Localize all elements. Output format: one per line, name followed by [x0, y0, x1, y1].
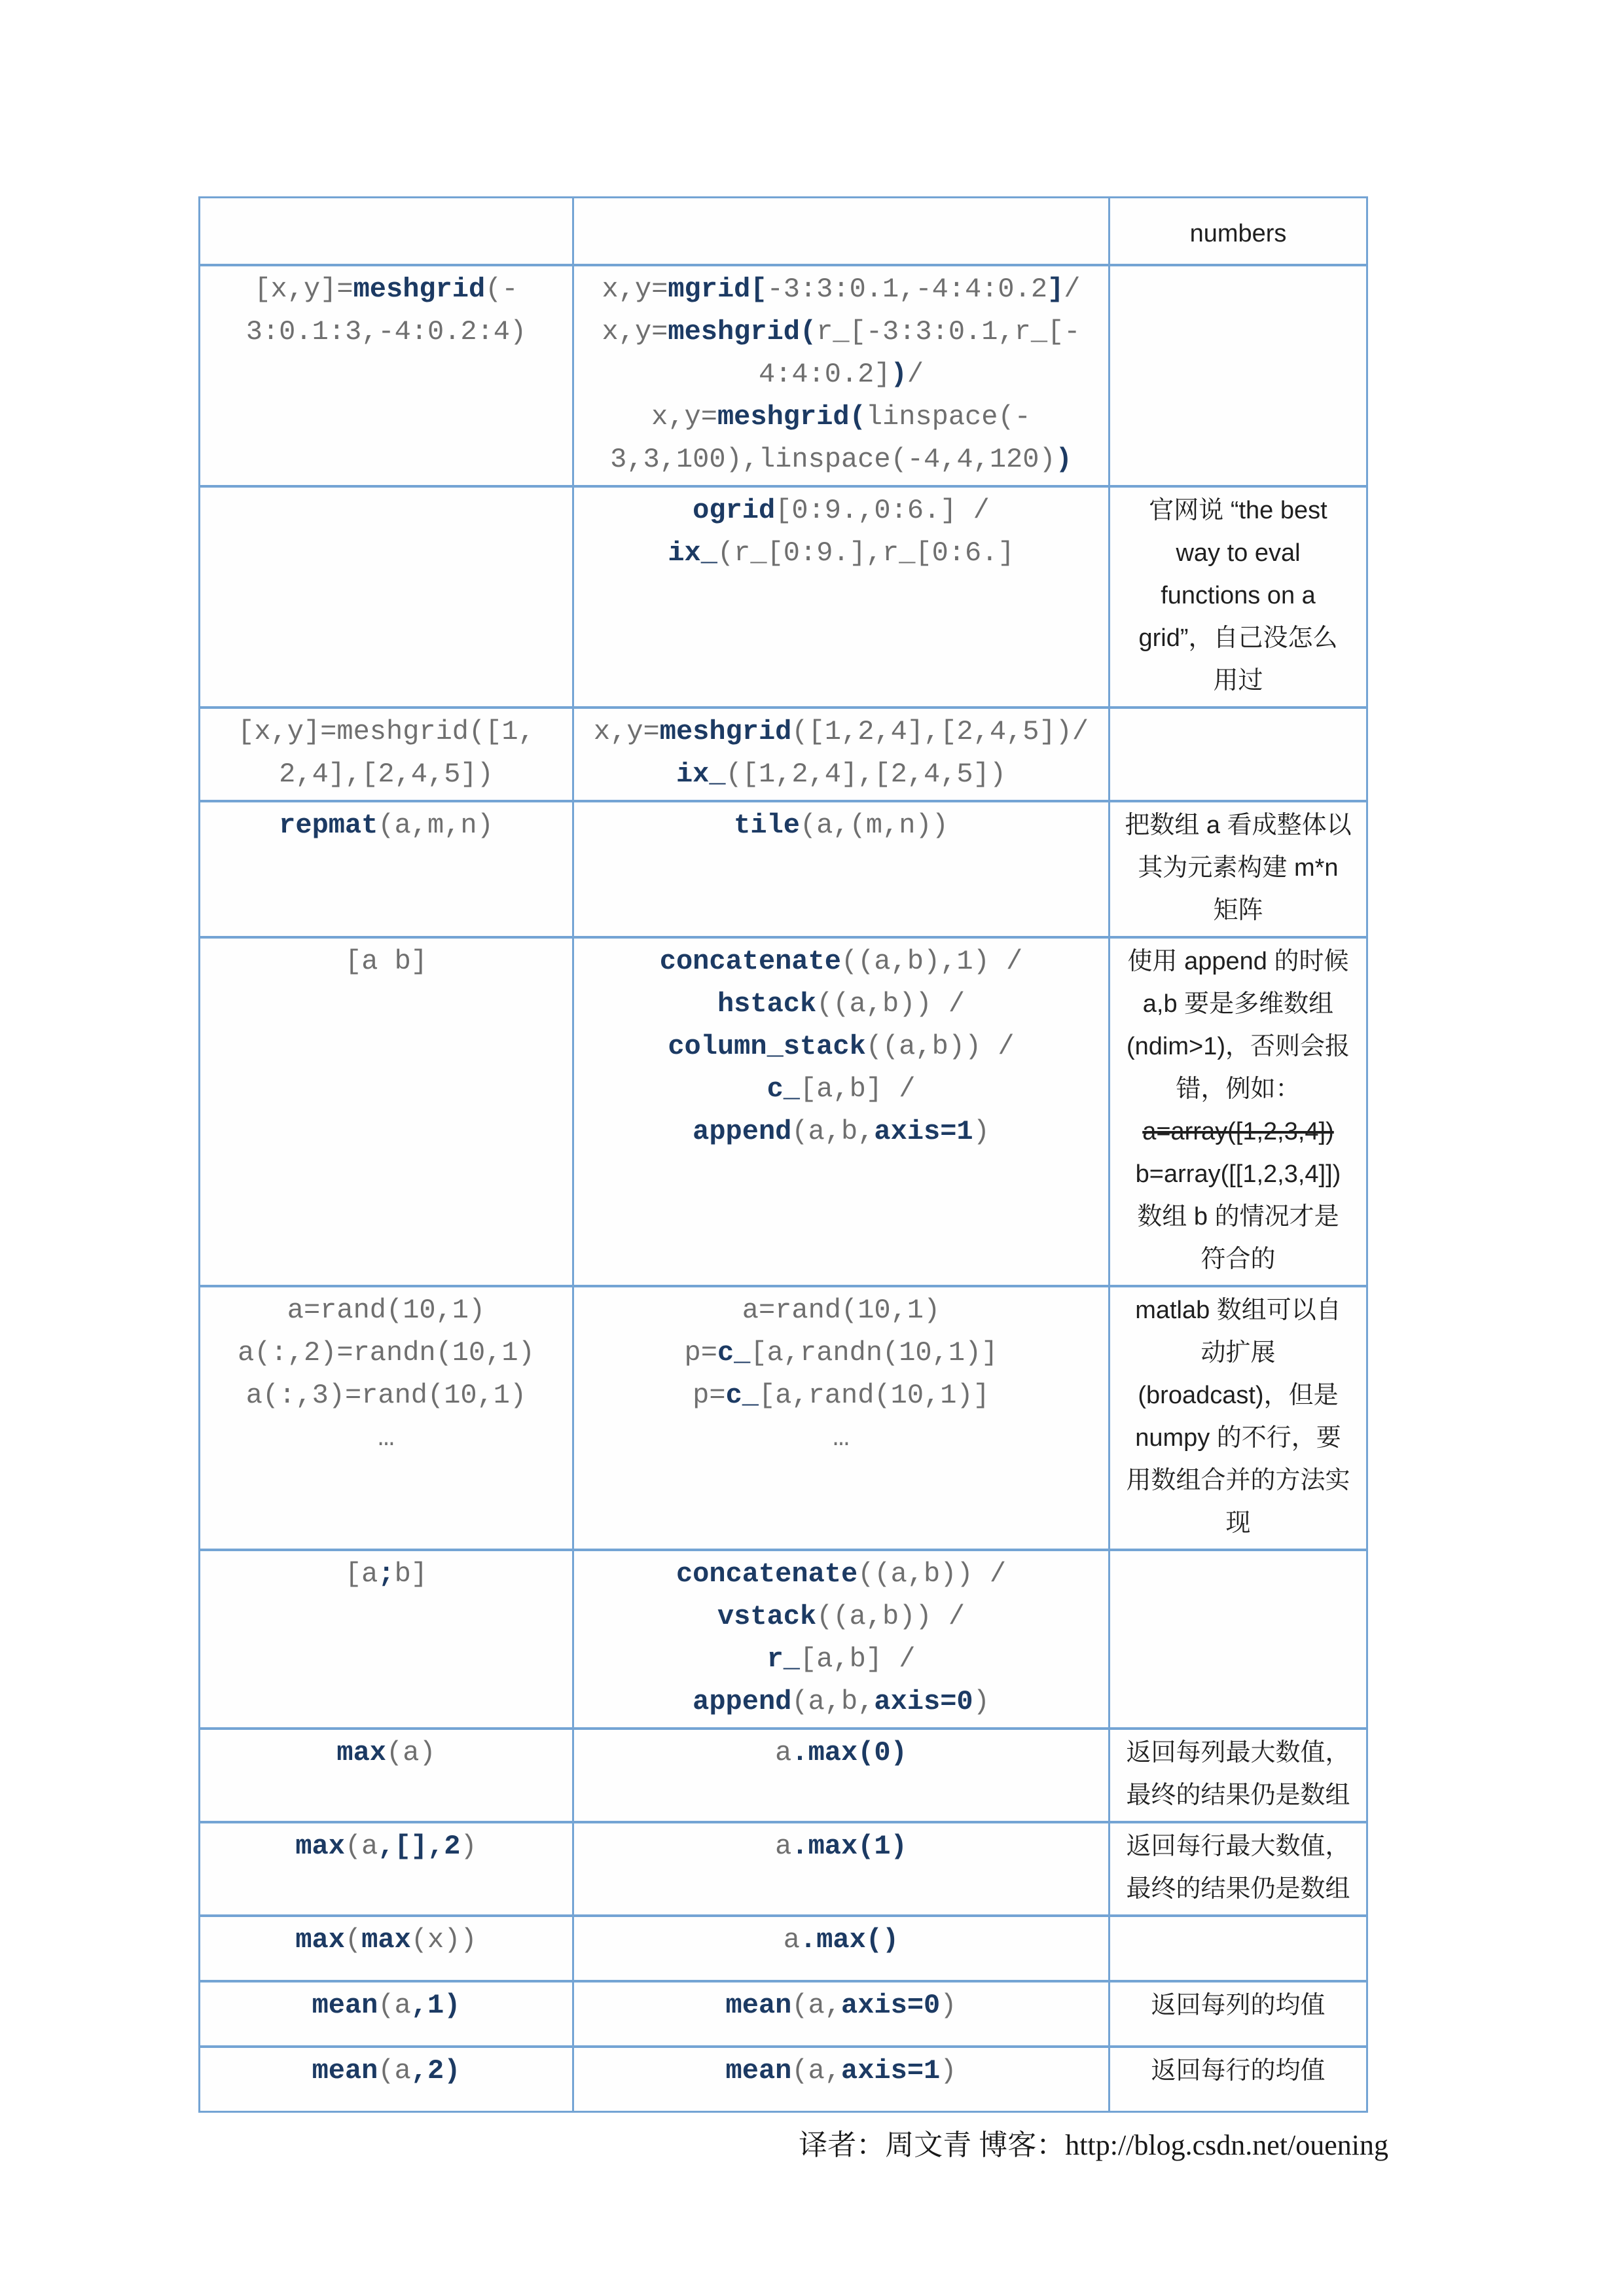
code-text: (a [378, 1990, 411, 2021]
code-line [206, 1732, 567, 1774]
code-keyword: ,1) [410, 1990, 461, 2021]
code-text: (a,b, [791, 1686, 875, 1717]
cell-matlab [200, 1917, 572, 1980]
cell-matlab [200, 1982, 572, 2045]
code-keyword: r_ [767, 1643, 800, 1675]
code-text: ) [460, 1831, 477, 1862]
code-text: (x)) [410, 1924, 477, 1956]
code-text: ((a,b),1) / [841, 946, 1023, 977]
code-keyword: axis=0 [874, 1686, 973, 1717]
code-line [206, 1374, 567, 1417]
code-line [206, 1417, 567, 1460]
code-keyword: concatenate [676, 1558, 858, 1590]
code-line [206, 753, 567, 796]
note-line-strikethrough: a=array([1,2,3,4]) [1142, 1118, 1334, 1145]
code-text: … [378, 1422, 395, 1454]
note-line: 错，例如： [1176, 1075, 1301, 1103]
matlab-numpy-conversion-table [198, 196, 1368, 2113]
code-line [579, 941, 1103, 983]
code-text: [a,b] / [799, 1073, 916, 1105]
cell-notes [1110, 1917, 1366, 1980]
cell-numpy [572, 1823, 1110, 1914]
code-keyword: c_ [717, 1337, 751, 1369]
code-keyword: c_ [767, 1073, 800, 1105]
code-text: 4:4:0.2] [758, 359, 891, 390]
note-line: grid”，自己没怎么 [1138, 624, 1338, 652]
code-line [206, 1332, 567, 1374]
cell-notes [1110, 939, 1366, 1285]
code-line [579, 1417, 1103, 1460]
code-text: (a, [791, 1990, 841, 2021]
code-text: [x,y]=meshgrid([1, [238, 716, 535, 747]
code-line [579, 396, 1103, 439]
code-line [579, 1553, 1103, 1596]
code-text: [a b] [344, 946, 428, 977]
note-line: 数组 b 的情况才是 [1137, 1203, 1339, 1230]
code-text: ((a,b)) / [816, 1601, 965, 1632]
cell-matlab [200, 939, 572, 1285]
code-line [206, 1289, 567, 1332]
code-keyword: vstack [717, 1601, 817, 1632]
cell-numpy [572, 266, 1110, 485]
code-line [206, 941, 567, 983]
cell-matlab [200, 709, 572, 800]
table-row [200, 936, 1366, 1285]
code-text: x,y= [651, 401, 717, 433]
code-text: a=rand(10,1) [742, 1295, 941, 1326]
code-line [579, 268, 1103, 311]
code-text: a(:,3)=rand(10,1) [245, 1380, 527, 1411]
code-keyword: max [295, 1831, 345, 1862]
table-row [200, 1549, 1366, 1727]
cell-notes [1110, 266, 1366, 485]
code-text: a=rand(10,1) [287, 1295, 486, 1326]
code-keyword: ; [378, 1558, 395, 1590]
table-row [200, 1727, 1366, 1821]
cell-notes [1110, 488, 1366, 706]
code-line [206, 1553, 567, 1596]
code-text: (a,b, [791, 1116, 875, 1147]
cell-numpy [572, 802, 1110, 936]
cell-matlab [200, 488, 572, 706]
code-line [579, 1984, 1103, 2027]
cell-matlab [200, 1823, 572, 1914]
note-line: a,b 要是多维数组 [1142, 990, 1334, 1018]
code-text: 3,3,100),linspace(-4,4,120) [610, 444, 1056, 475]
cell-matlab [200, 1551, 572, 1727]
code-text: [a,randn(10,1)] [750, 1337, 998, 1369]
code-line [579, 1732, 1103, 1774]
code-line [206, 311, 567, 353]
code-text: (a, [791, 2055, 841, 2087]
code-line [206, 268, 567, 311]
code-keyword: mean [725, 1990, 792, 2021]
code-line [579, 353, 1103, 396]
code-text: [0:9.,0:6.] / [775, 495, 990, 526]
cell-notes [1110, 198, 1366, 264]
code-text: ) [940, 2055, 957, 2087]
table-row [200, 1914, 1366, 1980]
note-line: 最终的结果仍是数组 [1126, 1875, 1350, 1903]
code-keyword: max [336, 1737, 386, 1768]
table-row [200, 264, 1366, 485]
note-line: 用过 [1213, 667, 1263, 694]
code-text: / [907, 359, 924, 390]
code-keyword: c_ [725, 1380, 759, 1411]
code-text: ((a,b)) / [857, 1558, 1007, 1590]
code-text: [a,b] / [799, 1643, 916, 1675]
code-text: … [833, 1422, 850, 1454]
code-line [206, 804, 567, 847]
cell-matlab [200, 266, 572, 485]
cell-numpy [572, 488, 1110, 706]
code-text: (a,(m,n)) [799, 810, 948, 841]
note-line: numbers [1189, 220, 1287, 247]
code-line [579, 490, 1103, 532]
code-text: p= [684, 1337, 717, 1369]
code-keyword: ogrid [693, 495, 776, 526]
code-text: (r_[0:9.],r_[0:6.] [717, 537, 1015, 569]
code-keyword: meshgrid [353, 274, 486, 305]
cell-numpy [572, 939, 1110, 1285]
table-row [200, 198, 1366, 264]
cell-numpy [572, 1730, 1110, 1821]
note-line: functions on a [1161, 582, 1316, 609]
table-row [200, 1821, 1366, 1914]
code-line [206, 2050, 567, 2092]
table-row [200, 706, 1366, 800]
note-line: 最终的结果仍是数组 [1126, 1782, 1350, 1809]
note-line: matlab 数组可以自 [1135, 1297, 1341, 1324]
code-keyword: .max(0) [791, 1737, 907, 1768]
cell-matlab [200, 2048, 572, 2111]
code-text: ([1,2,4],[2,4,5]) [725, 759, 1007, 790]
note-line: 返回每行的均值 [1151, 2057, 1326, 2085]
code-text: ( [344, 1924, 362, 1956]
note-line: numpy 的不行，要 [1135, 1424, 1341, 1452]
code-line [206, 1919, 567, 1962]
code-line [579, 983, 1103, 1026]
code-text: a(:,2)=randn(10,1) [238, 1337, 535, 1369]
code-keyword: axis=1 [841, 2055, 941, 2087]
cell-notes [1110, 1551, 1366, 1727]
table-row [200, 485, 1366, 706]
code-text: (a) [386, 1737, 436, 1768]
note-line: 动扩展 [1200, 1339, 1276, 1367]
code-line [579, 1026, 1103, 1068]
code-text: [a,rand(10,1)] [758, 1380, 990, 1411]
code-line [579, 804, 1103, 847]
code-text: 3:0.1:3,-4:0.2:4) [245, 316, 527, 348]
code-text: x,y= [593, 716, 660, 747]
code-text: (a [344, 1831, 378, 1862]
cell-matlab [200, 802, 572, 936]
code-keyword: hstack [717, 988, 817, 1020]
code-line [579, 1919, 1103, 1962]
cell-notes [1110, 1823, 1366, 1914]
note-line: way to eval [1176, 539, 1301, 567]
table-row [200, 800, 1366, 936]
note-line: 使用 append 的时候 [1127, 948, 1349, 975]
code-keyword: ) [890, 359, 907, 390]
cell-notes [1110, 709, 1366, 800]
code-line [579, 1681, 1103, 1723]
code-keyword: mean [725, 2055, 792, 2087]
code-text: linspace(- [865, 401, 1031, 433]
code-line [579, 1374, 1103, 1417]
code-keyword: concatenate [659, 946, 841, 977]
code-keyword: ,2) [410, 2055, 461, 2087]
code-text: a [775, 1831, 792, 1862]
cell-notes [1110, 1982, 1366, 2045]
code-keyword: ) [1055, 444, 1072, 475]
cell-notes [1110, 1287, 1366, 1549]
code-line [579, 1111, 1103, 1153]
cell-notes [1110, 2048, 1366, 2111]
cell-numpy [572, 1551, 1110, 1727]
code-line [579, 1289, 1103, 1332]
code-line [579, 439, 1103, 481]
note-line: 矩阵 [1213, 897, 1263, 924]
table-row [200, 1285, 1366, 1549]
code-text: p= [693, 1380, 726, 1411]
note-line: b=array([[1,2,3,4]]) [1135, 1160, 1341, 1188]
code-text: (a [378, 2055, 411, 2087]
code-text: [x,y]= [254, 274, 353, 305]
cell-matlab [200, 1730, 572, 1821]
code-keyword: axis=0 [841, 1990, 941, 2021]
code-text: ) [973, 1116, 990, 1147]
footer-credit: 译者：周文青 博客：http://blog.csdn.net/ouening [799, 2129, 1388, 2161]
code-keyword: meshgrid( [717, 401, 866, 433]
code-text: 2,4],[2,4,5]) [279, 759, 494, 790]
code-line [579, 311, 1103, 353]
code-keyword: .max() [799, 1924, 899, 1956]
table-row [200, 1980, 1366, 2045]
code-text: x,y= [602, 316, 668, 348]
code-text: / [1064, 274, 1081, 305]
code-keyword: axis=1 [874, 1116, 973, 1147]
cell-notes [1110, 1730, 1366, 1821]
note-line: 返回每行最大数值， [1126, 1833, 1350, 1860]
note-line: 官网说 “the best [1149, 497, 1327, 524]
cell-notes [1110, 802, 1366, 936]
code-keyword: max [361, 1924, 411, 1956]
code-keyword: tile [734, 810, 800, 841]
code-text: x,y= [602, 274, 668, 305]
code-text: a [775, 1737, 792, 1768]
code-line [579, 1596, 1103, 1638]
code-keyword: append [693, 1116, 792, 1147]
code-text: (- [485, 274, 518, 305]
cell-numpy [572, 1917, 1110, 1980]
code-keyword: meshgrid [659, 716, 792, 747]
cell-matlab [200, 198, 572, 264]
code-text: ) [973, 1686, 990, 1717]
code-text: ([1,2,4],[2,4,5])/ [791, 716, 1089, 747]
code-keyword: ix_ [676, 759, 726, 790]
code-line [206, 711, 567, 753]
code-keyword: repmat [279, 810, 378, 841]
code-keyword: mgrid[ [668, 274, 767, 305]
code-line [579, 1332, 1103, 1374]
cell-numpy [572, 709, 1110, 800]
code-text: ((a,b)) / [816, 988, 965, 1020]
cell-numpy [572, 2048, 1110, 2111]
code-line [579, 1638, 1103, 1681]
code-keyword: mean [312, 1990, 378, 2021]
cell-matlab [200, 1287, 572, 1549]
note-line: (broadcast)，但是 [1138, 1382, 1339, 1409]
cell-numpy [572, 198, 1110, 264]
note-line: 现 [1225, 1509, 1251, 1537]
code-keyword: mean [312, 2055, 378, 2087]
table-row [200, 2045, 1366, 2111]
note-line: 用数组合并的方法实 [1126, 1467, 1350, 1494]
code-text: r_[-3:3:0.1,r_[- [816, 316, 1081, 348]
note-line: 返回每列的均值 [1151, 1992, 1326, 2019]
code-line [579, 2050, 1103, 2092]
code-keyword: ,[],2 [378, 1831, 461, 1862]
code-keyword: ix_ [668, 537, 717, 569]
code-line [579, 1825, 1103, 1868]
code-keyword: ] [1047, 274, 1064, 305]
code-text: ((a,b)) / [865, 1031, 1015, 1062]
code-keyword: append [693, 1686, 792, 1717]
code-line [579, 532, 1103, 575]
code-text: [a [344, 1558, 378, 1590]
code-keyword: column_stack [668, 1031, 866, 1062]
code-line [579, 753, 1103, 796]
code-text: a [783, 1924, 800, 1956]
code-text: ) [940, 1990, 957, 2021]
note-line: 返回每列最大数值， [1126, 1739, 1350, 1767]
code-keyword: max [295, 1924, 345, 1956]
note-line: 其为元素构建 m*n [1138, 854, 1339, 882]
code-text: b] [394, 1558, 428, 1590]
code-text: -3:3:0.1,-4:4:0.2 [767, 274, 1048, 305]
code-line [206, 1984, 567, 2027]
cell-numpy [572, 1287, 1110, 1549]
note-line: 把数组 a 看成整体以 [1125, 812, 1352, 839]
cell-numpy [572, 1982, 1110, 2045]
code-text: (a,m,n) [378, 810, 494, 841]
code-line [579, 711, 1103, 753]
code-keyword: meshgrid( [668, 316, 817, 348]
code-line [579, 1068, 1103, 1111]
code-line [206, 1825, 567, 1868]
note-line: 符合的 [1200, 1246, 1276, 1273]
note-line: (ndim>1)，否则会报 [1127, 1033, 1350, 1060]
code-keyword: .max(1) [791, 1831, 907, 1862]
